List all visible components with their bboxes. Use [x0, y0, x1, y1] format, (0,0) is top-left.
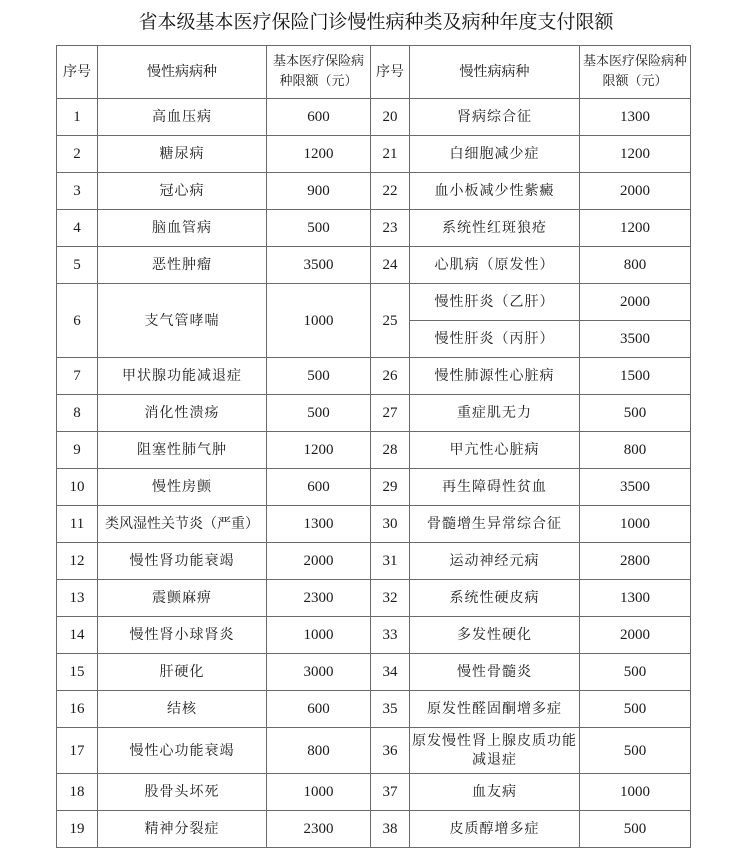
limit-amount: 500 — [580, 811, 691, 848]
limit-amount: 500 — [580, 654, 691, 691]
disease-name: 慢性心功能衰竭 — [98, 728, 267, 774]
limit-amount: 2800 — [580, 543, 691, 580]
disease-name: 阻塞性肺气肿 — [98, 432, 267, 469]
table-row — [57, 358, 691, 395]
disease-name: 类风湿性关节炎（严重） — [98, 506, 267, 543]
table-row — [57, 728, 691, 774]
limit-amount: 2300 — [267, 811, 371, 848]
limit-amount: 600 — [267, 691, 371, 728]
table-row — [57, 136, 691, 173]
limit-amount: 1500 — [580, 358, 691, 395]
disease-name: 白细胞减少症 — [410, 136, 580, 173]
row-no: 37 — [371, 774, 410, 811]
row-no: 23 — [371, 210, 410, 247]
disease-name: 慢性骨髓炎 — [410, 654, 580, 691]
table-row — [57, 774, 691, 811]
disease-name: 震颤麻痹 — [98, 580, 267, 617]
row-no: 32 — [371, 580, 410, 617]
limit-amount: 1200 — [267, 432, 371, 469]
limit-amount: 2300 — [267, 580, 371, 617]
row-no: 2 — [57, 136, 98, 173]
disease-name: 慢性肺源性心脏病 — [410, 358, 580, 395]
row-no: 8 — [57, 395, 98, 432]
limit-amount: 1200 — [580, 210, 691, 247]
row-no: 12 — [57, 543, 98, 580]
limit-amount: 1000 — [580, 774, 691, 811]
row-no: 15 — [57, 654, 98, 691]
disease-name: 重症肌无力 — [410, 395, 580, 432]
header-no-left: 序号 — [57, 46, 98, 99]
disease-name: 精神分裂症 — [98, 811, 267, 848]
disease-name: 消化性溃疡 — [98, 395, 267, 432]
row-no: 30 — [371, 506, 410, 543]
disease-name: 结核 — [98, 691, 267, 728]
limit-amount: 3500 — [267, 247, 371, 284]
disease-name: 肾病综合征 — [410, 99, 580, 136]
table-row — [57, 99, 691, 136]
limit-amount: 500 — [580, 728, 691, 774]
disease-name: 骨髓增生异常综合征 — [410, 506, 580, 543]
table-row — [57, 432, 691, 469]
limit-amount: 800 — [580, 432, 691, 469]
row-no: 3 — [57, 173, 98, 210]
row-no: 26 — [371, 358, 410, 395]
limit-amount: 1000 — [267, 774, 371, 811]
table-row — [57, 506, 691, 543]
disease-name: 肝硬化 — [98, 654, 267, 691]
row-no: 18 — [57, 774, 98, 811]
limit-amount: 2000 — [580, 173, 691, 210]
disease-name: 系统性红斑狼疮 — [410, 210, 580, 247]
disease-name: 股骨头坏死 — [98, 774, 267, 811]
disease-name: 支气管哮喘 — [98, 284, 267, 358]
row-no: 17 — [57, 728, 98, 774]
row-no: 24 — [371, 247, 410, 284]
disease-name: 冠心病 — [98, 173, 267, 210]
disease-limit-table — [56, 45, 691, 848]
limit-amount: 1200 — [267, 136, 371, 173]
row-no: 35 — [371, 691, 410, 728]
table-row — [57, 543, 691, 580]
limit-amount: 500 — [267, 395, 371, 432]
limit-amount: 800 — [267, 728, 371, 774]
limit-amount: 900 — [267, 173, 371, 210]
disease-name: 再生障碍性贫血 — [410, 469, 580, 506]
limit-amount: 3500 — [580, 321, 691, 358]
limit-amount: 1000 — [580, 506, 691, 543]
limit-amount: 2000 — [267, 543, 371, 580]
limit-amount: 500 — [580, 691, 691, 728]
limit-amount: 2000 — [580, 284, 691, 321]
limit-amount: 500 — [267, 210, 371, 247]
header-disease-right: 慢性病病种 — [410, 46, 580, 99]
limit-amount: 3000 — [267, 654, 371, 691]
header-disease-left: 慢性病病种 — [98, 46, 267, 99]
row-no: 20 — [371, 99, 410, 136]
table-row — [57, 395, 691, 432]
limit-amount: 1300 — [267, 506, 371, 543]
table-row — [57, 247, 691, 284]
limit-amount: 2000 — [580, 617, 691, 654]
limit-amount: 600 — [267, 469, 371, 506]
disease-name: 慢性肝炎（丙肝） — [410, 321, 580, 358]
limit-amount: 1000 — [267, 284, 371, 358]
row-no: 13 — [57, 580, 98, 617]
limit-amount: 800 — [580, 247, 691, 284]
limit-amount: 500 — [580, 395, 691, 432]
disease-name: 糖尿病 — [98, 136, 267, 173]
row-no: 21 — [371, 136, 410, 173]
row-no: 1 — [57, 99, 98, 136]
row-no: 7 — [57, 358, 98, 395]
row-no: 9 — [57, 432, 98, 469]
header-row — [57, 46, 691, 99]
row-no: 33 — [371, 617, 410, 654]
table-row — [57, 617, 691, 654]
disease-name: 脑血管病 — [98, 210, 267, 247]
row-no: 28 — [371, 432, 410, 469]
header-limit-right: 基本医疗保险病种限额（元） — [580, 46, 691, 99]
table-row — [57, 654, 691, 691]
disease-name: 血友病 — [410, 774, 580, 811]
limit-amount: 3500 — [580, 469, 691, 506]
disease-name: 原发慢性肾上腺皮质功能减退症 — [410, 728, 580, 774]
disease-name: 恶性肿瘤 — [98, 247, 267, 284]
row-no: 22 — [371, 173, 410, 210]
row-no: 16 — [57, 691, 98, 728]
row-no: 25 — [371, 284, 410, 358]
table-row — [57, 284, 691, 321]
limit-amount: 600 — [267, 99, 371, 136]
table-row — [57, 173, 691, 210]
row-no: 27 — [371, 395, 410, 432]
row-no: 38 — [371, 811, 410, 848]
table-row — [57, 210, 691, 247]
header-limit-left: 基本医疗保险病种限额（元） — [267, 46, 371, 99]
row-no: 34 — [371, 654, 410, 691]
page-title: 省本级基本医疗保险门诊慢性病种类及病种年度支付限额 — [138, 11, 614, 33]
disease-name: 皮质醇增多症 — [410, 811, 580, 848]
disease-name: 高血压病 — [98, 99, 267, 136]
row-no: 14 — [57, 617, 98, 654]
row-no: 29 — [371, 469, 410, 506]
limit-amount: 1300 — [580, 580, 691, 617]
limit-amount: 1000 — [267, 617, 371, 654]
limit-amount: 1300 — [580, 99, 691, 136]
header-no-right: 序号 — [371, 46, 410, 99]
limit-amount: 500 — [267, 358, 371, 395]
disease-name: 慢性肝炎（乙肝） — [410, 284, 580, 321]
table-row — [57, 469, 691, 506]
disease-name: 甲亢性心脏病 — [410, 432, 580, 469]
disease-name: 甲状腺功能减退症 — [98, 358, 267, 395]
table-row — [57, 691, 691, 728]
row-no: 10 — [57, 469, 98, 506]
limit-amount: 1200 — [580, 136, 691, 173]
row-no: 5 — [57, 247, 98, 284]
disease-name: 心肌病（原发性） — [410, 247, 580, 284]
disease-name: 慢性房颤 — [98, 469, 267, 506]
disease-name: 血小板减少性紫癜 — [410, 173, 580, 210]
disease-name: 原发性醛固酮增多症 — [410, 691, 580, 728]
row-no: 36 — [371, 728, 410, 774]
table-row — [57, 580, 691, 617]
row-no: 31 — [371, 543, 410, 580]
disease-name: 慢性肾功能衰竭 — [98, 543, 267, 580]
row-no: 19 — [57, 811, 98, 848]
table-row — [57, 811, 691, 848]
disease-name: 慢性肾小球肾炎 — [98, 617, 267, 654]
row-no: 6 — [57, 284, 98, 358]
row-no: 4 — [57, 210, 98, 247]
disease-name: 系统性硬皮病 — [410, 580, 580, 617]
row-no: 11 — [57, 506, 98, 543]
disease-name: 多发性硬化 — [410, 617, 580, 654]
disease-name: 运动神经元病 — [410, 543, 580, 580]
